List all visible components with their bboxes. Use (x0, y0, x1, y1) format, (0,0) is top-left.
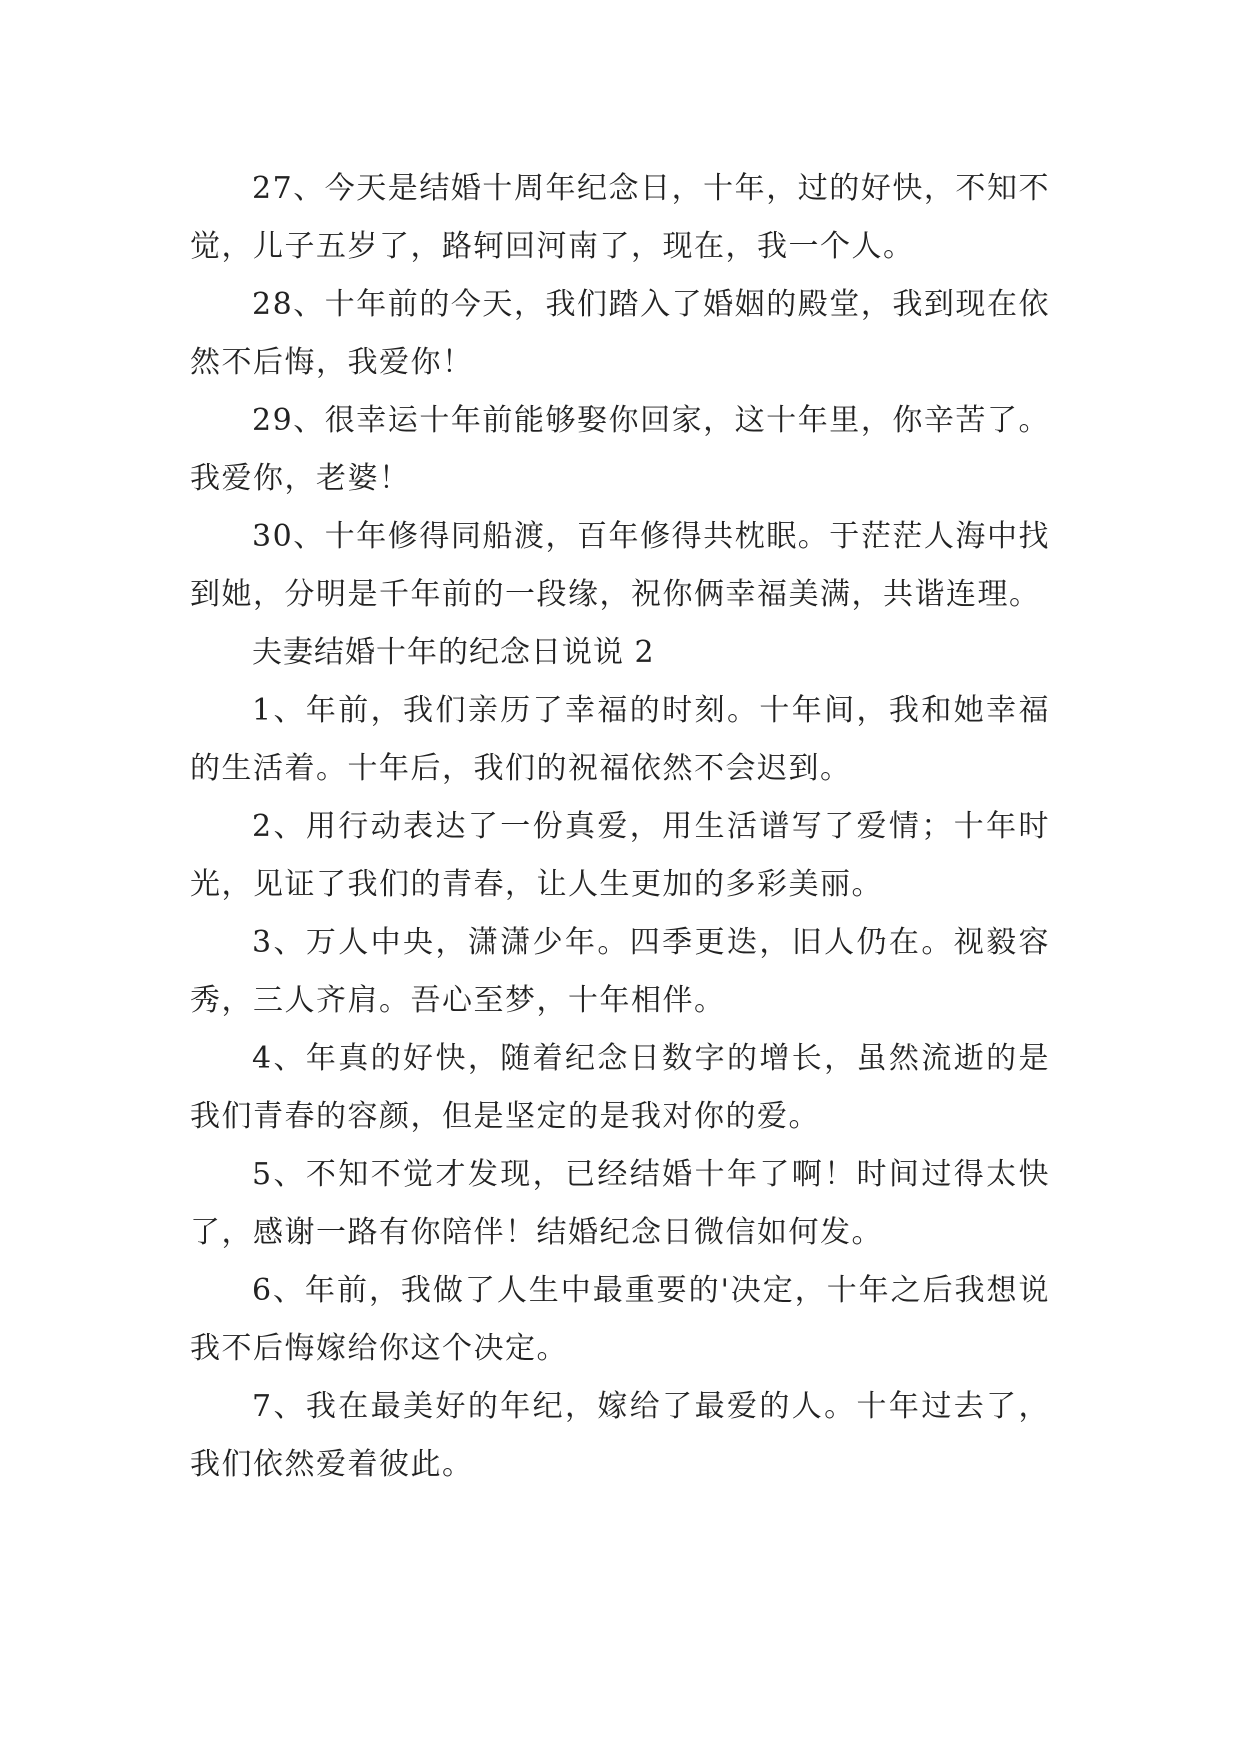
paragraph-2: 2、用行动表达了一份真爱，用生活谱写了爱情；十年时光，见证了我们的青春，让人生更加的多彩美丽。 (190, 809, 1050, 902)
paragraph-7: 7、我在最美好的年纪，嫁给了最爱的人。十年过去了，我们依然爱着彼此。 (190, 1389, 1050, 1482)
paragraph-30: 30、十年修得同船渡，百年修得共枕眠。于茫茫人海中找到她，分明是千年前的一段缘，祝你俩幸福美满，共谐连理。 (190, 519, 1050, 612)
paragraph-6: 6、年前，我做了人生中最重要的'决定，十年之后我想说我不后悔嫁给你这个决定。 (190, 1273, 1050, 1366)
paragraph-27: 27、今天是结婚十周年纪念日，十年，过的好快，不知不觉，儿子五岁了，路轲回河南了，现在，我一个人。 (190, 171, 1050, 264)
paragraph-1: 1、年前，我们亲历了幸福的时刻。十年间，我和她幸福的生活着。十年后，我们的祝福依然不会迟到。 (190, 693, 1050, 786)
document-body (190, 160, 1050, 1494)
paragraph-29: 29、很幸运十年前能够娶你回家，这十年里，你辛苦了。我爱你，老婆！ (190, 403, 1050, 496)
paragraph-4: 4、年真的好快，随着纪念日数字的增长，虽然流逝的是我们青春的容颜，但是坚定的是我对你的爱。 (190, 1041, 1050, 1134)
paragraph-5: 5、不知不觉才发现，已经结婚十年了啊！时间过得太快了，感谢一路有你陪伴！结婚纪念日微信如何发。 (190, 1157, 1050, 1250)
paragraph-3: 3、万人中央，潇潇少年。四季更迭，旧人仍在。视毅容秀，三人齐肩。吾心至梦，十年相伴。 (190, 925, 1050, 1018)
paragraph-28: 28、十年前的今天，我们踏入了婚姻的殿堂，我到现在依然不后悔，我爱你！ (190, 287, 1050, 380)
section-title: 夫妻结婚十年的纪念日说说 2 (252, 635, 655, 670)
